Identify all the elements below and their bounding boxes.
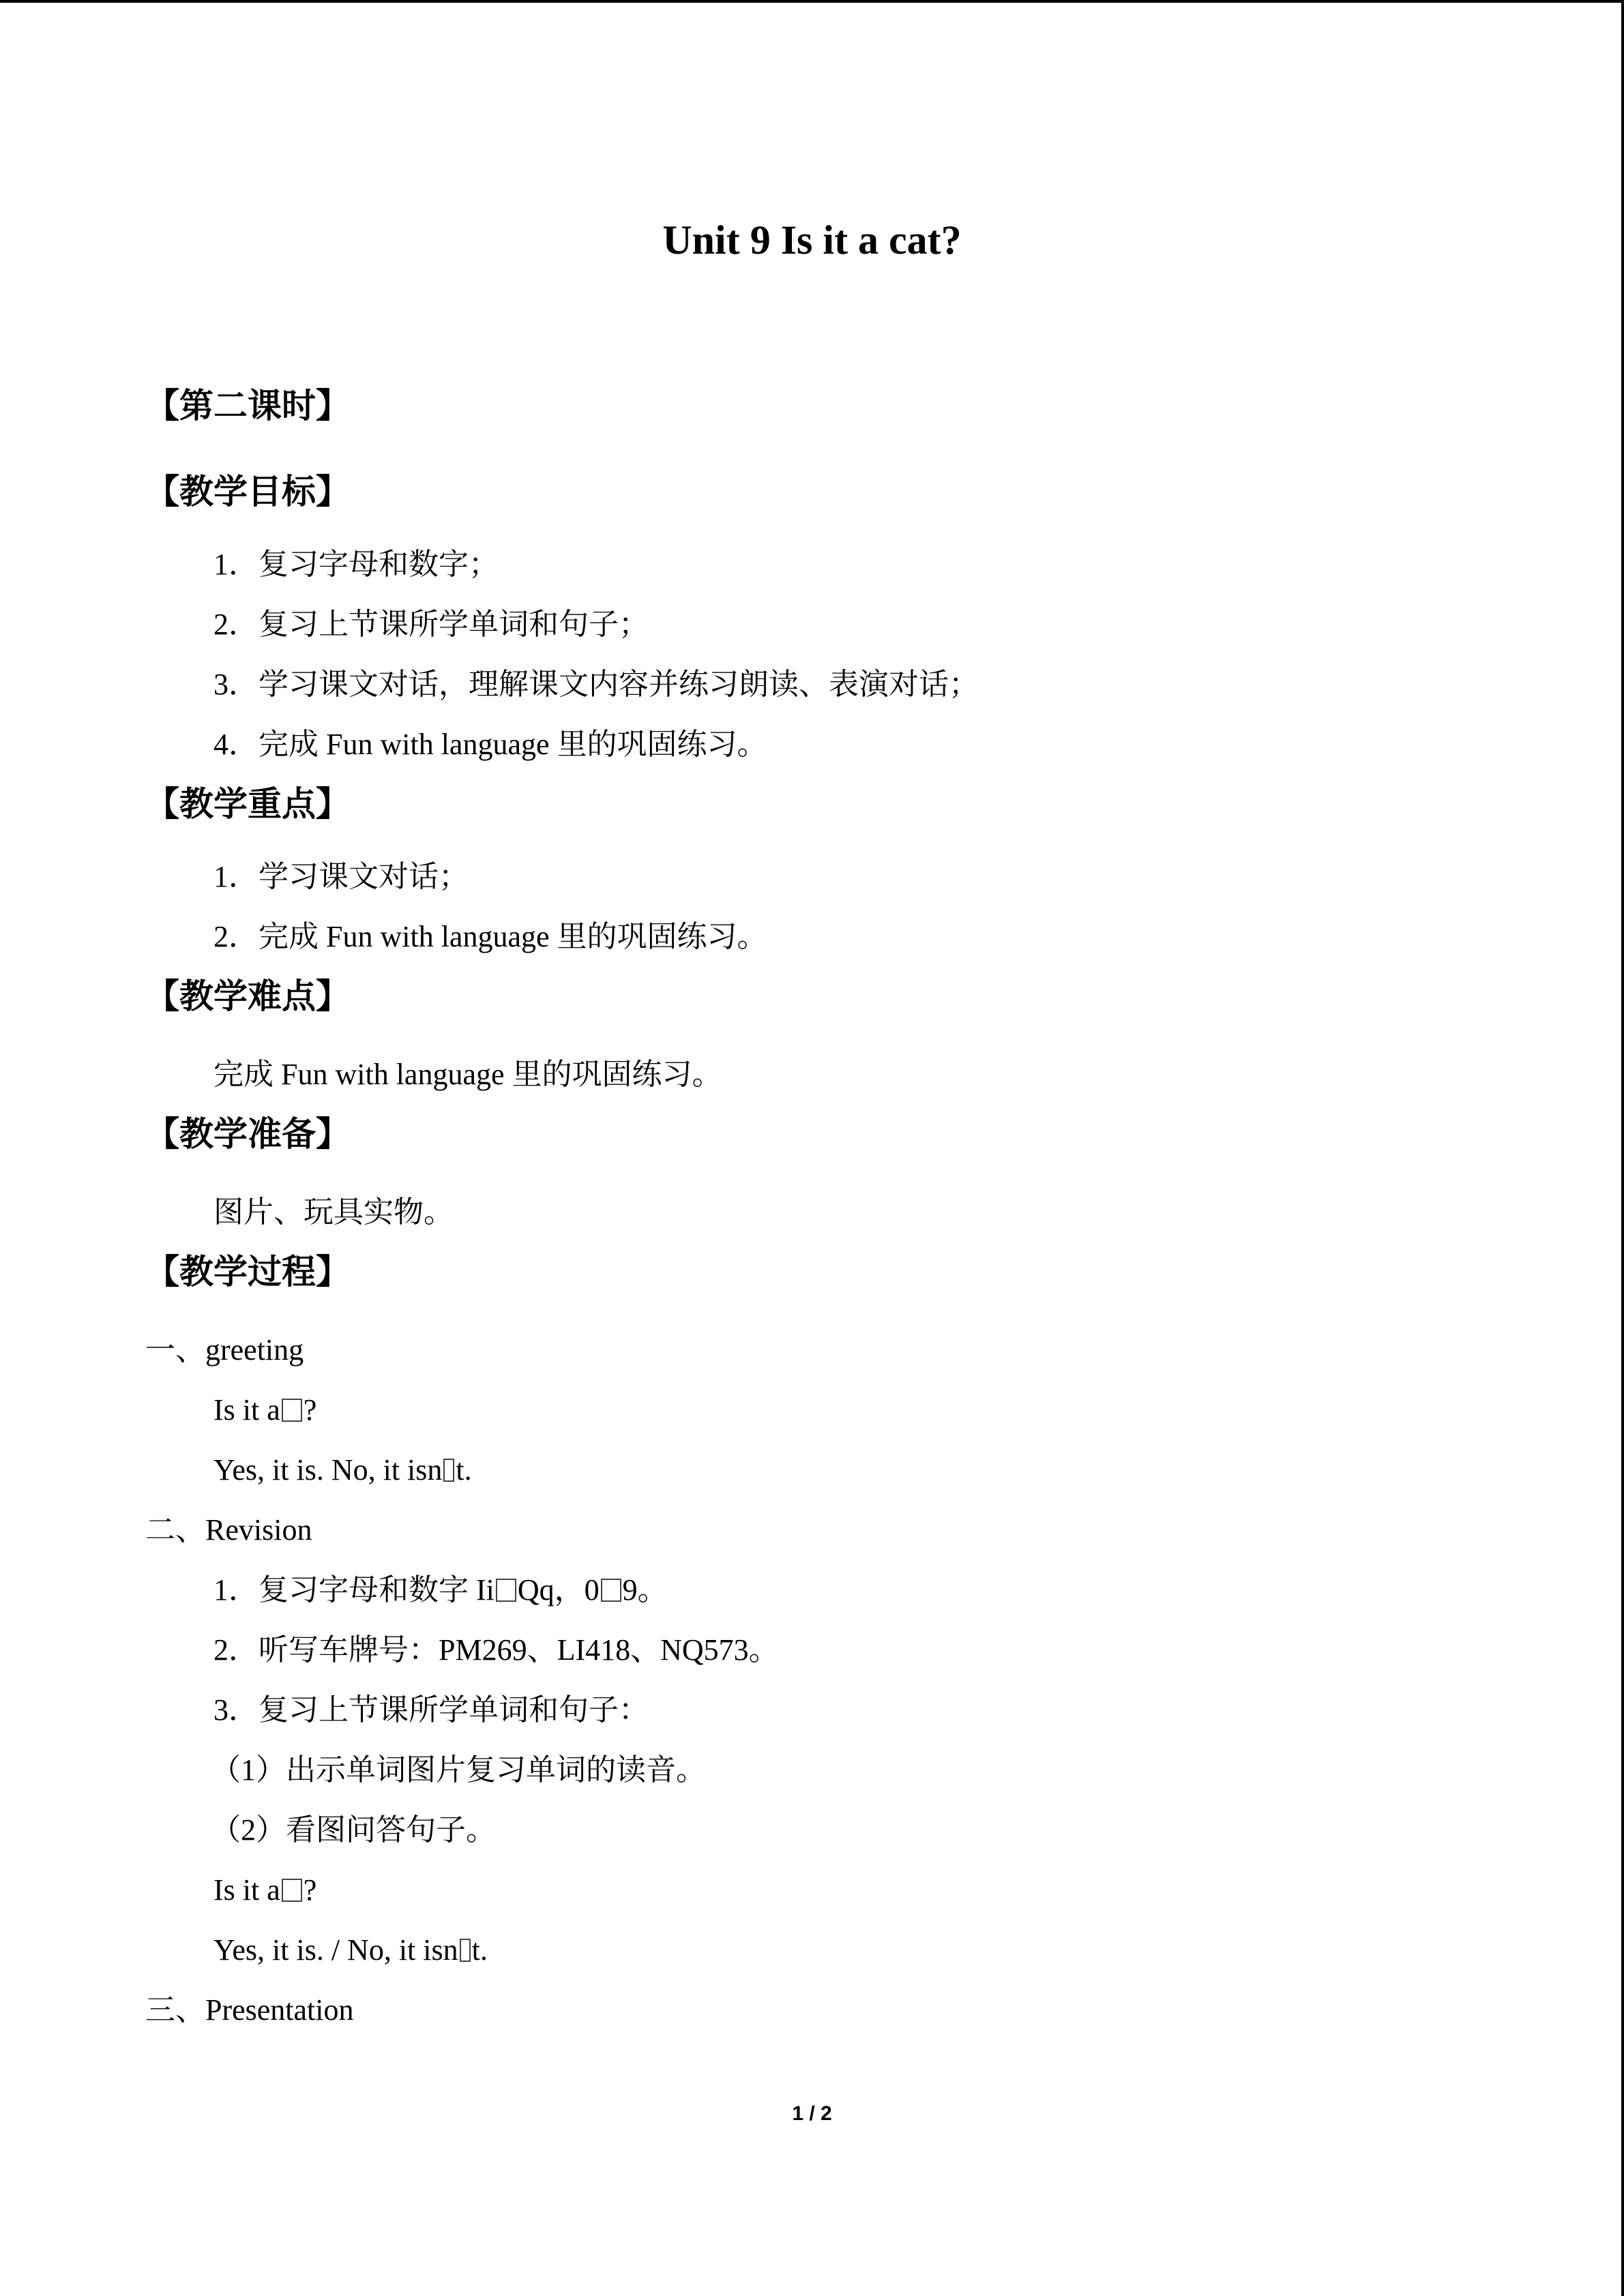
revision-item-3: 3．复习上节课所学单词和句子： bbox=[213, 1693, 649, 1727]
list-item: 1．复习字母和数字； bbox=[213, 548, 499, 581]
missing-glyph-icon bbox=[496, 1579, 516, 1602]
missing-glyph-icon bbox=[601, 1579, 621, 1602]
document-title: Unit 9 Is it a cat? bbox=[662, 218, 962, 263]
revision-question: Is it a ? bbox=[213, 1873, 317, 1907]
missing-glyph-icon bbox=[443, 1459, 454, 1482]
right-border bbox=[1621, 0, 1624, 2296]
page-number: 1 / 2 bbox=[792, 2102, 832, 2125]
greeting-title: 一、greeting bbox=[145, 1333, 304, 1367]
preparation-text: 图片、玩具实物。 bbox=[213, 1195, 454, 1229]
presentation-title: 三、Presentation bbox=[145, 1993, 354, 2027]
greeting-question: Is it a ? bbox=[213, 1393, 317, 1427]
revision-title: 二、Revision bbox=[145, 1513, 312, 1547]
lesson-heading: 【第二课时】 bbox=[145, 386, 350, 426]
list-item: 1．学习课文对话； bbox=[213, 860, 469, 893]
key-points-list bbox=[145, 847, 1482, 967]
revision-item-1: 1．复习字母和数字 Ii Qq，0 9。 bbox=[213, 1573, 668, 1607]
greeting-answer: Yes, it is. No, it isn t. bbox=[213, 1453, 472, 1487]
document-body bbox=[145, 381, 1482, 2040]
objectives-heading: 【教学目标】 bbox=[145, 472, 350, 511]
key-points-heading: 【教学重点】 bbox=[145, 784, 350, 824]
process-section bbox=[145, 1320, 1482, 2040]
top-border bbox=[0, 0, 1624, 3]
revision-item-3-1: （1）出示单词图片复习单词的读音。 bbox=[211, 1753, 706, 1787]
revision-item-2: 2．听写车牌号：PM269、LI418、NQ573。 bbox=[213, 1633, 779, 1667]
list-item: 2．复习上节课所学单词和句子； bbox=[213, 608, 649, 641]
missing-glyph-icon bbox=[282, 1879, 302, 1902]
revision-answer: Yes, it is. / No, it isn t. bbox=[213, 1933, 488, 1967]
list-item: 4．完成 Fun with language 里的巩固练习。 bbox=[213, 728, 767, 761]
preparation-heading: 【教学准备】 bbox=[145, 1114, 350, 1154]
missing-glyph-icon bbox=[460, 1939, 471, 1962]
list-item: 3．学习课文对话，理解课文内容并练习朗读、表演对话； bbox=[213, 668, 979, 701]
difficulties-text: 完成 Fun with language 里的巩固练习。 bbox=[213, 1058, 722, 1091]
difficulties-heading: 【教学难点】 bbox=[145, 976, 350, 1016]
revision-item-3-2: （2）看图问答句子。 bbox=[211, 1813, 496, 1847]
list-item: 2．完成 Fun with language 里的巩固练习。 bbox=[213, 920, 767, 953]
missing-glyph-icon bbox=[282, 1399, 302, 1422]
process-heading: 【教学过程】 bbox=[145, 1252, 350, 1292]
objectives-list bbox=[145, 535, 1482, 775]
